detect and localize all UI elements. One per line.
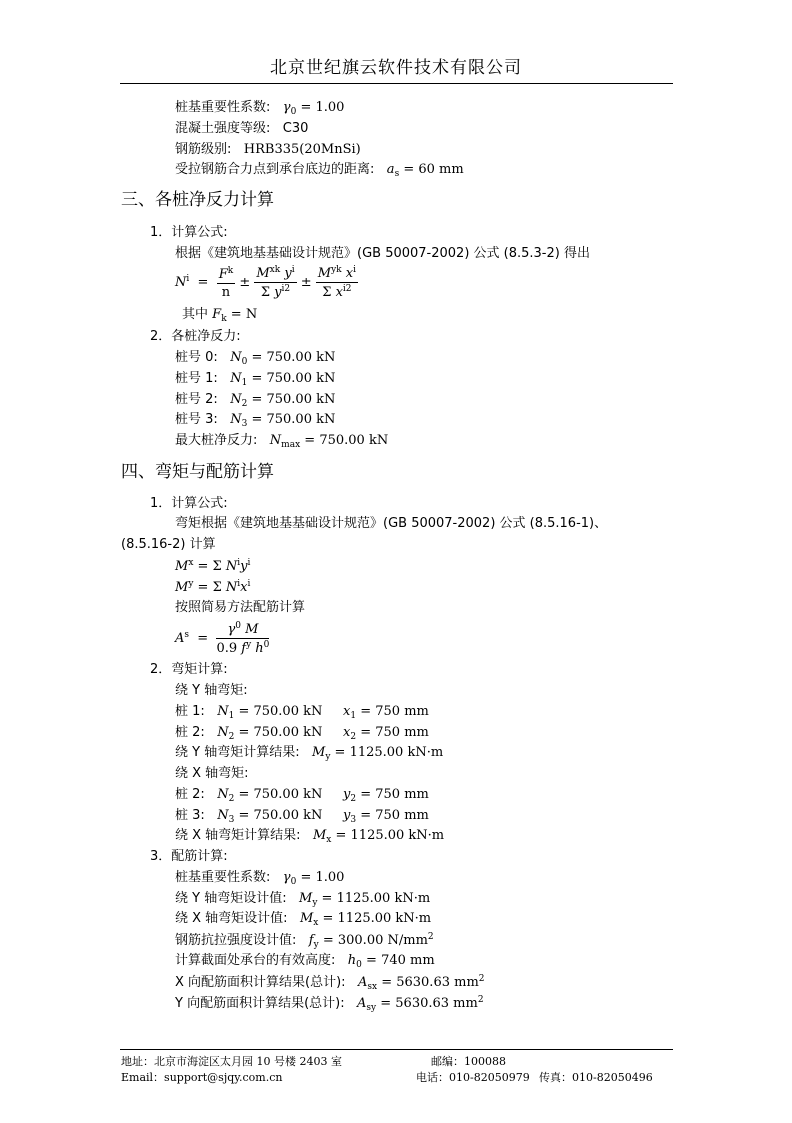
where-row: 其中 $F_k = N$ <box>182 307 258 324</box>
n-sub: 3 <box>228 815 235 825</box>
s3-basis: 根据《建筑地基基础设计规范》(GB 50007-2002) 公式 (8.5.3-2) 得出 <box>175 246 590 261</box>
n-sub: 2 <box>228 732 235 742</box>
as-value: = 60 mm <box>403 162 464 177</box>
pile-row-0: 桩号 0: $N_0 = 750.00$ kN <box>175 350 336 367</box>
pile-reaction-formula: $N^i$ = $\frac{F^k}{n}$ ± $\frac{M^{xk} y^i}{\Sigma y^{i2}}$ ± $\frac{M^{yk} x^i}{\Sigma x^{i2}}$ <box>175 265 356 300</box>
pile-sub: 1 <box>241 378 248 388</box>
where-prefix: 其中 <box>182 307 209 322</box>
section3-title: 三、各桩净反力计算 <box>121 190 274 210</box>
r-mx-value: = 1125.00 kN·m <box>322 911 432 926</box>
r-mx-row: 绕 X 轴弯矩设计值: $M_x = 1125.00$ kN·m <box>175 911 432 928</box>
r-importance-value: = 1.00 <box>300 870 345 885</box>
pile-label: 桩号 2: <box>175 392 218 407</box>
r-h0-row: 计算截面处承台的有效高度: $h_0 = 740$ mm <box>175 953 435 970</box>
importance-label: 桩基重要性系数: <box>175 100 271 115</box>
s4-step2-label: 2．弯矩计算: <box>150 662 228 677</box>
r-h0-label: 计算截面处承台的有效高度: <box>175 953 336 968</box>
n-value: = 750.00 kN <box>238 704 323 719</box>
dist-value: = 750 mm <box>360 704 429 719</box>
dist-sym: x <box>343 725 351 740</box>
r-mx-label: 绕 X 轴弯矩设计值: <box>175 911 288 926</box>
about-x-label: 绕 X 轴弯矩: <box>175 766 249 781</box>
my-formula: $M^y = \Sigma$ $N^ix^i$ <box>175 579 251 595</box>
y-row-1: 桩 1: $N_1 = 750.00$ kN <box>175 704 323 721</box>
dist-value: = 750 mm <box>360 808 429 823</box>
s4-step1-label: 1．计算公式: <box>150 496 228 511</box>
rebar-row <box>175 143 361 156</box>
importance-row: 桩基重要性系数: $\gamma_0 = 1.00$ <box>175 100 345 117</box>
r-my-value: = 1125.00 kN·m <box>321 891 431 906</box>
max-value: = 750.00 kN <box>304 433 389 448</box>
footer-fax: 传真：010-82050496 <box>539 1071 653 1084</box>
as-label: 受拉钢筋合力点到承台底边的距离: <box>175 162 375 177</box>
as-formula: $A^s$ = $\frac{\gamma^0 M}{0.9 f^y h^0}$ <box>175 621 270 656</box>
row-label: 桩 2: <box>175 787 205 802</box>
pile-value: = 750.00 kN <box>251 371 336 386</box>
r-importance-label: 桩基重要性系数: <box>175 870 271 885</box>
r-importance-row: 桩基重要性系数: $\gamma_0 = 1.00$ <box>175 870 345 887</box>
dist-sym: y <box>343 787 351 802</box>
dist-value: = 750 mm <box>360 725 429 740</box>
s3-step1-label: 1．计算公式: <box>150 225 228 240</box>
pile-label: 桩号 1: <box>175 371 218 386</box>
r-fy-value: = 300.00 N/mm <box>322 933 428 948</box>
r-fy-row: 钢筋抗拉强度设计值: $f_y = 300.00$ $N/mm^2$ <box>175 932 434 950</box>
pile-sub: 3 <box>241 419 248 429</box>
dist-sub: 1 <box>350 711 357 721</box>
importance-value: = 1.00 <box>300 100 345 115</box>
footer-rule <box>120 1049 673 1050</box>
pile-label: 桩号 0: <box>175 350 218 365</box>
y-result-value: = 1125.00 kN·m <box>334 745 444 760</box>
section4-title: 四、弯矩与配筋计算 <box>121 462 274 482</box>
pile-value: = 750.00 kN <box>251 350 336 365</box>
y-row-2-dist <box>343 726 429 742</box>
mx-formula: $M^x = \Sigma$ $N^iy^i$ <box>175 558 251 574</box>
pile-max-row: 最大桩净反力: $N_{max} = 750.00$ kN <box>175 433 389 450</box>
pile-row-2: 桩号 2: $N_2 = 750.00$ kN <box>175 392 336 409</box>
dist-value: = 750 mm <box>360 787 429 802</box>
max-label: 最大桩净反力: <box>175 433 258 448</box>
pile-row-1: 桩号 1: $N_1 = 750.00$ kN <box>175 371 336 388</box>
x-result-label: 绕 X 轴弯矩计算结果: <box>175 828 301 843</box>
row-label: 桩 1: <box>175 704 205 719</box>
footer-email: Email：support@sjqy.com.cn <box>121 1071 283 1084</box>
pile-sub: 0 <box>241 357 248 367</box>
r-my-label: 绕 Y 轴弯矩设计值: <box>175 891 287 906</box>
concrete-row <box>175 122 308 135</box>
r-fy-label: 钢筋抗拉强度设计值: <box>175 933 297 948</box>
pile-value: = 750.00 kN <box>251 412 336 427</box>
x-row-3-dist <box>343 809 429 825</box>
dist-sym: y <box>343 808 351 823</box>
x-row-2-dist <box>343 788 429 804</box>
n-sub: 2 <box>228 794 235 804</box>
s4-basis-line1: 弯矩根据《建筑地基基础设计规范》(GB 50007-2002) 公式 (8.5.16-1)、 <box>175 516 608 531</box>
pile-row-3: 桩号 3: $N_3 = 750.00$ kN <box>175 412 336 429</box>
x-row-2: 桩 2: $N_2 = 750.00$ kN <box>175 787 323 804</box>
footer-address: 地址：北京市海淀区太月园 10 号楼 2403 室 <box>121 1055 342 1068</box>
footer-phone: 电话：010-82050979 <box>416 1071 530 1084</box>
y-row-1-dist <box>343 705 429 721</box>
dist-sub: 3 <box>350 815 357 825</box>
simple-method-text: 按照简易方法配筋计算 <box>175 600 306 615</box>
max-sub: max <box>281 440 301 450</box>
footer-postcode: 邮编：100088 <box>431 1055 506 1068</box>
x-result-row: 绕 X 轴弯矩计算结果: $M_x = 1125.00$ kN·m <box>175 828 445 845</box>
r-asx-value: = 5630.63 mm <box>381 975 479 990</box>
dist-sub: 2 <box>350 732 357 742</box>
n-value: = 750.00 kN <box>238 808 323 823</box>
rebar-value: HRB335(20MnSi) <box>243 142 361 157</box>
as-row: 受拉钢筋合力点到承台底边的距离: $a_s = 60$ mm <box>175 162 464 179</box>
dist-sym: x <box>343 704 351 719</box>
y-row-2: 桩 2: $N_2 = 750.00$ kN <box>175 725 323 742</box>
concrete-value: C30 <box>282 121 309 136</box>
pile-sub: 2 <box>241 399 248 409</box>
x-row-3: 桩 3: $N_3 = 750.00$ kN <box>175 808 323 825</box>
s3-step2-label: 2．各桩净反力: <box>150 329 241 344</box>
x-result-value: = 1125.00 kN·m <box>335 828 445 843</box>
y-result-row: 绕 Y 轴弯矩计算结果: $M_y = 1125.00$ kN·m <box>175 745 444 762</box>
pile-label: 桩号 3: <box>175 412 218 427</box>
header-rule <box>120 83 673 84</box>
page-header-company: 北京世纪旗云软件技术有限公司 <box>270 58 522 78</box>
n-value: = 750.00 kN <box>238 787 323 802</box>
row-label: 桩 2: <box>175 725 205 740</box>
y-result-label: 绕 Y 轴弯矩计算结果: <box>175 745 300 760</box>
r-asx-label: X 向配筋面积计算结果(总计): <box>175 975 346 990</box>
r-h0-value: = 740 mm <box>366 953 435 968</box>
r-my-row: 绕 Y 轴弯矩设计值: $M_y = 1125.00$ kN·m <box>175 891 431 908</box>
r-asy-row: Y 向配筋面积计算结果(总计): $A_{sy} = 5630.63$ $mm^2$ <box>175 995 484 1013</box>
where-value: = N <box>230 307 258 322</box>
r-asy-value: = 5630.63 mm <box>380 996 478 1011</box>
s4-basis-line2: (8.5.16-2) 计算 <box>121 537 216 552</box>
s4-step3-label: 3．配筋计算: <box>150 849 228 864</box>
r-asy-label: Y 向配筋面积计算结果(总计): <box>175 996 345 1011</box>
n-sub: 1 <box>228 711 235 721</box>
dist-sub: 2 <box>350 794 357 804</box>
concrete-label: 混凝土强度等级: <box>175 121 271 136</box>
row-label: 桩 3: <box>175 808 205 823</box>
rebar-label: 钢筋级别: <box>175 142 232 157</box>
n-value: = 750.00 kN <box>238 725 323 740</box>
pile-value: = 750.00 kN <box>251 392 336 407</box>
r-asx-row: X 向配筋面积计算结果(总计): $A_{sx} = 5630.63$ $mm^2$ <box>175 974 485 992</box>
about-y-label: 绕 Y 轴弯矩: <box>175 683 248 698</box>
